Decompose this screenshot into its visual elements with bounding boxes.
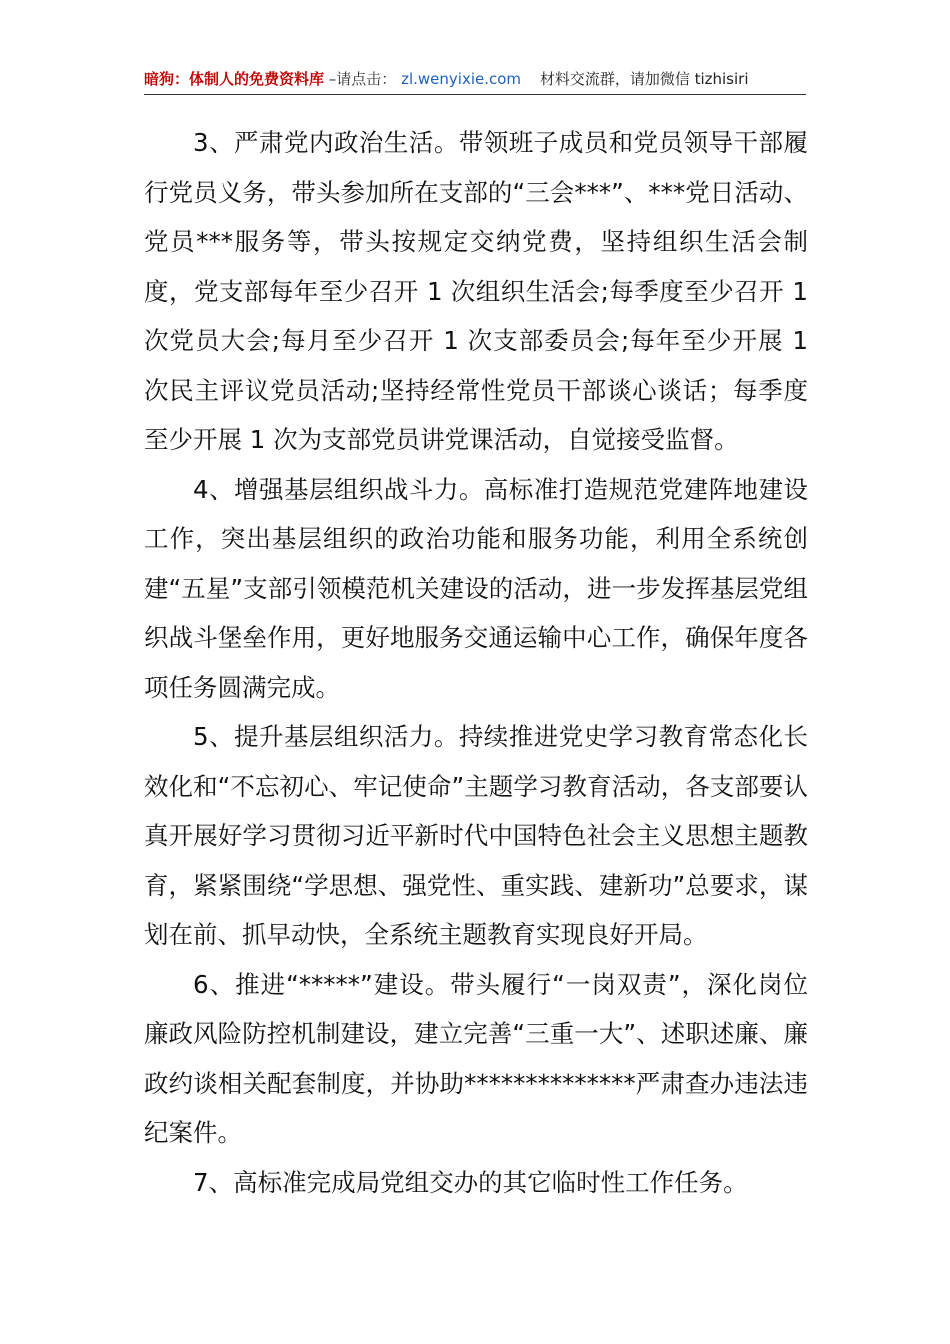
header-group-note: 材料交流群，请加微信 tizhisiri — [539, 70, 749, 88]
paragraph-item-3: 3、严肃党内政治生活。带领班子成员和党员领导干部履行党员义务，带头参加所在支部的“三会***”、***党日活动、党员***服务等，带头按规定交纳党费，坚持组织生活会制度，党支部每年至少召开 1 次组织生活会;每季度至少召开 1 次党员大会;每月至少召开 1 次支部委员会;每年至少开展 1 次民主评议党员活动;坚持经常性党员干部谈心谈话；每季度至少开展 1 次为支部党员讲党课活动，自觉接受监督。 — [144, 128, 808, 454]
header-brand: 暗狗：体制人的免费资料库 — [144, 70, 325, 88]
paragraph-item-5: 5、提升基层组织活力。持续推进党史学习教育常态化长效化和“不忘初心、牢记使命”主题学习教育活动，各支部要认真开展好学习贯彻习近平新时代中国特色社会主义思想主题教育，紧紧围绕“学思想、强党性、重实践、建新功”总要求，谋划在前、抓早动快，全系统主题教育实现良好开局。 — [144, 722, 808, 949]
page-header — [144, 64, 806, 95]
paragraph-item-6: 6、推进“*****”建设。带头履行“一岗双责”，深化岗位廉政风险防控机制建设，建立完善“三重一大”、述职述廉、廉政约谈相关配套制度，并协助**************严肃查办违法违纪案件。 — [144, 969, 808, 1147]
paragraph-item-7: 7、高标准完成局党组交办的其它临时性工作任务。 — [193, 1167, 748, 1197]
header-link[interactable]: zl.wenyixie.com — [401, 70, 522, 88]
paragraph-item-4: 4、增强基层组织战斗力。高标准打造规范党建阵地建设工作，突出基层组织的政治功能和服务功能，利用全系统创建“五星”支部引领模范机关建设的活动，进一步发挥基层党组织战斗堡垒作用，更好地服务交通运输中心工作，确保年度各项任务圆满完成。 — [144, 474, 808, 702]
header-prompt: –请点击： — [328, 70, 397, 88]
document-body — [144, 118, 808, 1207]
